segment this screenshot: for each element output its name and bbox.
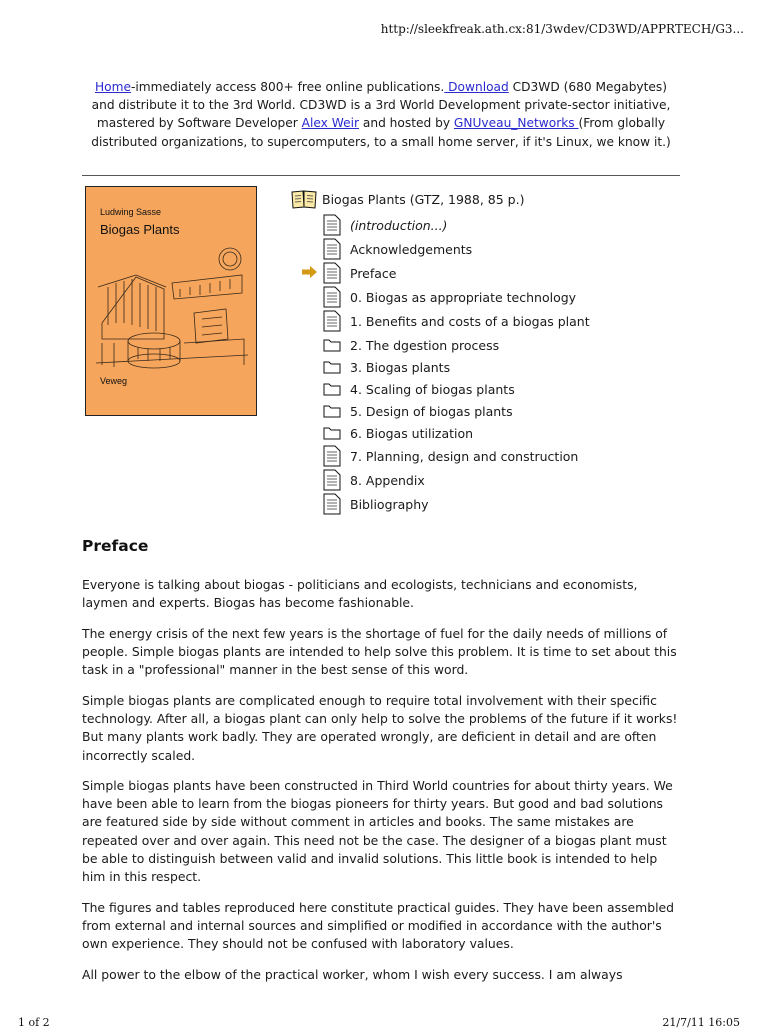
current-page-arrow-icon xyxy=(302,266,318,278)
intro-text-3: and hosted by xyxy=(359,116,454,131)
folder-icon xyxy=(322,356,342,378)
toc-label: 8. Appendix xyxy=(350,472,425,488)
home-link[interactable]: Home xyxy=(94,80,131,94)
toc-item-chapter-0[interactable] xyxy=(322,286,576,308)
browser-url: http://sleekfreak.ath.cx:81/3wdev/CD3WD/APPRTECH/G3... xyxy=(380,22,744,36)
document-icon xyxy=(322,214,342,236)
document-icon xyxy=(322,286,342,308)
document-icon xyxy=(322,262,342,284)
intro-banner xyxy=(82,78,680,151)
intro-text-1: -immediately access 800+ free online publications. xyxy=(130,80,445,94)
folder-icon xyxy=(322,334,342,356)
document-icon xyxy=(322,469,342,491)
toc-item-bibliography[interactable] xyxy=(322,493,429,515)
print-datetime: 21/7/11 16:05 xyxy=(662,1016,740,1029)
toc-item-chapter-6[interactable] xyxy=(322,422,473,444)
toc-label: 3. Biogas plants xyxy=(350,359,451,375)
paragraph: Simple biogas plants are complicated enough to require total involvement with their specific technology. After all, a biogas plant can only help to solve the problems of the future if it works! But many plants work badly. They are operated wrongly, are deficient in detail and are often incorrectly scaled. xyxy=(82,693,678,763)
toc-label: Preface xyxy=(350,265,397,281)
gnuveau-link[interactable]: GNUveau_Networks xyxy=(453,116,579,131)
alex-weir-link[interactable]: Alex Weir xyxy=(301,116,359,131)
paragraph: All power to the elbow of the practical worker, whom I wish every success. I am always xyxy=(82,967,623,982)
open-book-icon xyxy=(290,188,318,210)
document-icon xyxy=(322,493,342,515)
cover-title: Biogas Plants xyxy=(100,222,180,237)
toc-item-chapter-1[interactable] xyxy=(322,310,590,332)
cover-author: Ludwing Sasse xyxy=(100,207,162,217)
divider xyxy=(82,175,680,176)
intro-text-2: CD3WD (680 Megabytes) and distribute it to the 3rd World. CD3WD is a 3rd World Development private-sector initiative, mastered by Software Developer xyxy=(91,80,671,131)
toc-item-preface[interactable] xyxy=(322,262,397,284)
paragraph: Everyone is talking about biogas - politicians and ecologists, technicians and economists, laymen and experts. Biogas has become fashionable. xyxy=(82,577,638,611)
document-icon xyxy=(322,445,342,467)
intro-text-4: (From globally distributed organizations, to supercomputers, to a small home server, if it's Linux, we know it.) xyxy=(91,116,671,149)
toc-label: 1. Benefits and costs of a biogas plant xyxy=(350,313,590,329)
cover-illustration xyxy=(94,243,250,373)
page-number: 1 of 2 xyxy=(18,1016,50,1029)
toc-item-introduction[interactable] xyxy=(322,214,447,236)
toc-label: Acknowledgements xyxy=(350,241,473,257)
toc-item-acknowledgements[interactable] xyxy=(322,238,472,260)
folder-icon xyxy=(322,400,342,422)
toc-item-chapter-8[interactable] xyxy=(322,469,425,491)
book-cover-image[interactable] xyxy=(85,186,257,416)
toc-root-label: Biogas Plants (GTZ, 1988, 85 p.) xyxy=(322,191,525,207)
toc-label: 7. Planning, design and construction xyxy=(350,448,579,464)
document-icon xyxy=(322,310,342,332)
document-icon xyxy=(322,238,342,260)
toc-label: 2. The dgestion process xyxy=(350,337,500,353)
toc-label: 0. Biogas as appropriate technology xyxy=(350,289,577,305)
toc-item-chapter-3[interactable] xyxy=(322,356,450,378)
folder-icon xyxy=(322,378,342,400)
download-link[interactable]: Download xyxy=(444,80,509,94)
toc-label: Bibliography xyxy=(350,496,429,512)
section-heading: Preface xyxy=(82,537,149,555)
folder-icon xyxy=(322,422,342,444)
toc-label: (introduction...) xyxy=(350,217,448,233)
toc-label: 5. Design of biogas plants xyxy=(350,403,513,419)
toc-item-chapter-5[interactable] xyxy=(322,400,513,422)
toc-root-biogas-plants[interactable] xyxy=(290,188,524,210)
paragraph: The figures and tables reproduced here constitute practical guides. They have been assembled from external and internal sources and simplified or modified in accordance with the author's own experience. They should not be confused with laboratory values. xyxy=(82,900,675,952)
paragraph: Simple biogas plants have been constructed in Third World countries for about thirty years. We have been able to learn from the biogas pioneers for thirty years. But good and bad solutions are featured side by side without comment in articles and books. The same mistakes are repeated over and over again. This need not be the case. The designer of a biogas plant must be able to distinguish between valid and invalid solutions. This little book is intended to help him in this respect. xyxy=(82,778,673,885)
toc-item-chapter-4[interactable] xyxy=(322,378,515,400)
paragraph: The energy crisis of the next few years is the shortage of fuel for the daily needs of millions of people. Simple biogas plants are intended to help solve this problem. It is time to set about this task in a "professional" manner in the best sense of this word. xyxy=(82,626,677,678)
cover-publisher: Veweg xyxy=(100,376,128,386)
toc-item-chapter-2[interactable] xyxy=(322,334,499,356)
toc-label: 6. Biogas utilization xyxy=(350,425,474,441)
toc-item-chapter-7[interactable] xyxy=(322,445,578,467)
toc-label: 4. Scaling of biogas plants xyxy=(350,381,515,397)
